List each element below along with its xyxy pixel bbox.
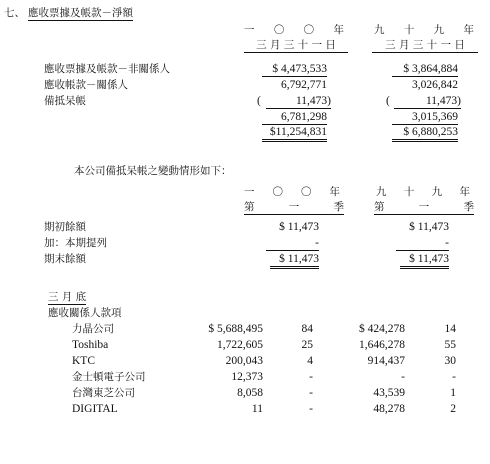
balance-subtotal: 6,781,298 — [262, 111, 327, 125]
related-amount-1: 1,722,605 — [217, 339, 263, 351]
allowance-row-value: $ 11,473 — [270, 253, 319, 269]
related-amount-2: 48,278 — [373, 403, 405, 415]
balance-row-value: $ 4,473,533 — [262, 63, 327, 77]
section-title: 應收票據及帳款－淨額 — [28, 7, 133, 19]
balance-total: $11,254,831 — [262, 126, 327, 142]
balance-col1-year: 一 〇 〇 年 — [244, 24, 344, 36]
allowance-intro: 本公司備抵呆帳之變動情形如下： — [74, 165, 232, 177]
related-amount-1: 11 — [251, 403, 263, 415]
related-amount-2: $ 424,278 — [359, 323, 405, 335]
related-amount-2: - — [401, 371, 405, 383]
related-amount-1: 200,043 — [225, 355, 263, 367]
related-percent-2: 14 — [444, 323, 456, 335]
related-percent-1: - — [309, 387, 313, 399]
allowance-col2-quarter: 第 一 季 — [374, 201, 474, 213]
allowance-row-value: - — [396, 237, 449, 251]
allowance-row-value: $ 11,473 — [400, 253, 449, 269]
related-amount-2: 914,437 — [367, 355, 405, 367]
balance-row-value: 11,473) — [394, 95, 461, 109]
related-percent-2: 1 — [450, 387, 456, 399]
related-percent-1: 4 — [307, 355, 313, 367]
allowance-row-label: 期末餘額 — [44, 253, 86, 265]
open-paren: ( — [257, 95, 261, 107]
related-heading: 應收關係人款項 — [48, 307, 122, 319]
related-amount-1: 8,058 — [237, 387, 263, 399]
balance-total: $ 6,880,253 — [392, 126, 458, 142]
balance-row-value: 6,792,771 — [281, 79, 327, 91]
balance-row-value: 11,473) — [266, 95, 331, 109]
related-percent-1: - — [309, 403, 313, 415]
related-amount-2: 1,646,278 — [359, 339, 405, 351]
related-party-name: DIGITAL — [72, 403, 118, 415]
period-label: 三 月 底 — [48, 291, 87, 303]
related-party-name: 台灣東芝公司 — [72, 387, 135, 399]
related-amount-1: $ 5,688,495 — [208, 323, 263, 335]
related-party-name: 力晶公司 — [72, 323, 114, 335]
related-percent-1: 84 — [301, 323, 313, 335]
allowance-row-value: $ 11,473 — [279, 221, 319, 233]
allowance-col2-year: 九 十 九 年 — [376, 186, 470, 198]
allowance-row-value: - — [266, 237, 319, 251]
allowance-col1-quarter: 第 一 季 — [244, 201, 344, 213]
related-party-name: KTC — [72, 355, 95, 367]
related-percent-2: - — [452, 371, 456, 383]
related-party-name: 金士頓電子公司 — [72, 371, 146, 383]
balance-subtotal: 3,015,369 — [392, 111, 458, 125]
balance-row-value: 3,026,842 — [412, 79, 458, 91]
allowance-col1-year: 一 〇 〇 年 — [244, 186, 340, 198]
allowance-row-value: $ 11,473 — [409, 221, 449, 233]
balance-row-label: 應收帳款－關係人 — [44, 79, 128, 91]
allowance-row-label: 加：本期提列 — [44, 237, 107, 249]
allowance-row-label: 期初餘額 — [44, 221, 86, 233]
balance-row-label: 應收票據及帳款－非關係人 — [44, 63, 170, 75]
balance-col1-date: 三 月 三 十 一 日 — [244, 39, 348, 53]
related-percent-2: 2 — [450, 403, 456, 415]
balance-row-label: 備抵呆帳 — [44, 95, 86, 107]
section-number: 七、 — [4, 7, 25, 19]
related-percent-2: 30 — [444, 355, 456, 367]
open-paren: ( — [386, 95, 390, 107]
related-percent-1: 25 — [301, 339, 313, 351]
balance-col2-year: 九 十 九 年 — [374, 24, 474, 36]
related-percent-1: - — [309, 371, 313, 383]
related-amount-1: 12,373 — [231, 371, 263, 383]
related-amount-2: 43,539 — [373, 387, 405, 399]
balance-row-value: $ 3,864,884 — [392, 63, 458, 77]
related-percent-2: 55 — [444, 339, 456, 351]
balance-col2-date: 三 月 三 十 一 日 — [372, 39, 478, 53]
related-party-name: Toshiba — [72, 339, 109, 351]
